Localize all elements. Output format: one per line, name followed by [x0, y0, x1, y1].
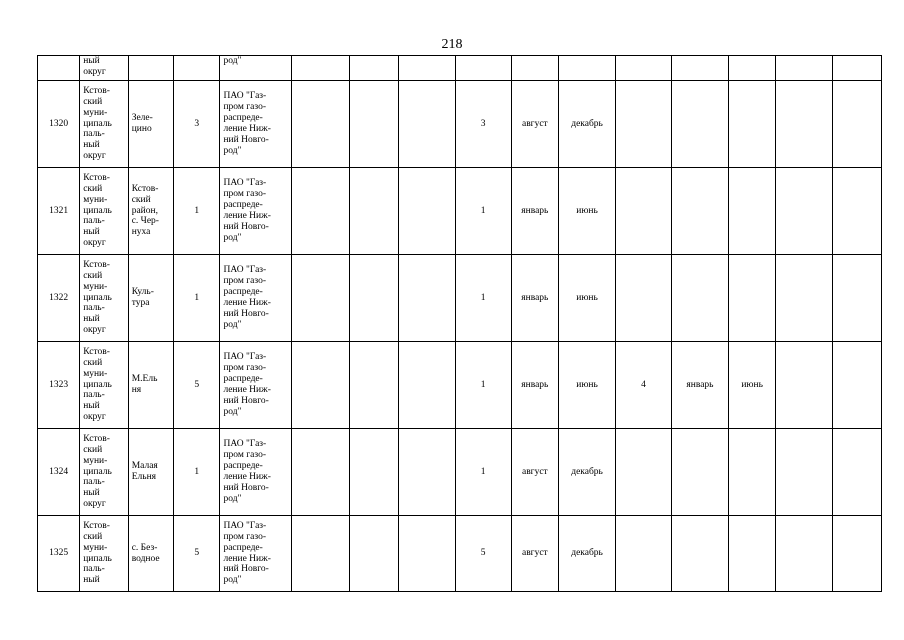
- cell-location: Зеле- цино: [128, 81, 173, 168]
- cell-qty2: 1: [455, 255, 511, 342]
- cell-empty: [350, 56, 399, 81]
- cell-qty2: 5: [455, 516, 511, 592]
- cell-empty: [398, 516, 455, 592]
- cell-empty: [398, 81, 455, 168]
- cell-district: Кстов- ский муни- ципаль паль- ный: [80, 516, 129, 592]
- cell-num: 1325: [38, 516, 80, 592]
- cell-empty: [833, 342, 882, 429]
- cell-qty2: 1: [455, 429, 511, 516]
- cell-qty: [174, 56, 220, 81]
- cell-num: 1322: [38, 255, 80, 342]
- cell-qty3: 4: [616, 342, 672, 429]
- cell-empty: [398, 342, 455, 429]
- cell-qty3: [616, 81, 672, 168]
- cell-empty: [559, 56, 616, 81]
- cell-empty: [776, 429, 833, 516]
- cell-start-month: август: [511, 429, 558, 516]
- cell-end-month: июнь: [559, 342, 616, 429]
- cell-empty: [833, 168, 882, 255]
- cell-start-month-2: [671, 255, 728, 342]
- cell-end-month: июнь: [559, 168, 616, 255]
- cell-org: ПАО "Газ- пром газо- распреде- ление Ниж- ний Новго- род": [220, 81, 292, 168]
- table-row: [38, 255, 882, 342]
- cell-empty: [398, 168, 455, 255]
- cell-org: ПАО "Газ- пром газо- распреде- ление Ниж- ний Новго- род": [220, 168, 292, 255]
- cell-district: Кстов- ский муни- ципаль паль- ный округ: [80, 255, 129, 342]
- cell-num: 1320: [38, 81, 80, 168]
- table-row: [38, 516, 882, 592]
- cell-empty: [833, 81, 882, 168]
- cell-end-month-2: [728, 168, 775, 255]
- cell-num: 1321: [38, 168, 80, 255]
- cell-qty3: [616, 429, 672, 516]
- cell-empty: [350, 429, 399, 516]
- table-row: [38, 81, 882, 168]
- cell-empty: [776, 342, 833, 429]
- cell-qty: 5: [174, 342, 220, 429]
- cell-district: Кстов- ский муни- ципаль паль- ный округ: [80, 168, 129, 255]
- cell-district: ный округ: [80, 56, 129, 81]
- cell-start-month: январь: [511, 168, 558, 255]
- cell-end-month-2: [728, 255, 775, 342]
- cell-location: Куль- тура: [128, 255, 173, 342]
- cell-start-month-2: [671, 429, 728, 516]
- cell-empty: [292, 429, 350, 516]
- cell-org: род": [220, 56, 292, 81]
- cell-empty: [398, 56, 455, 81]
- cell-num: [38, 56, 80, 81]
- cell-num: 1323: [38, 342, 80, 429]
- cell-org: ПАО "Газ- пром газо- распреде- ление Ниж- ний Новго- род": [220, 255, 292, 342]
- cell-qty3: [616, 168, 672, 255]
- cell-district: Кстов- ский муни- ципаль паль- ный округ: [80, 342, 129, 429]
- cell-qty: 1: [174, 255, 220, 342]
- cell-start-month-2: [671, 168, 728, 255]
- page-number: 218: [441, 37, 463, 52]
- cell-empty: [292, 56, 350, 81]
- cell-empty: [292, 168, 350, 255]
- cell-start-month-2: [671, 516, 728, 592]
- cell-qty: 1: [174, 168, 220, 255]
- cell-num: 1324: [38, 429, 80, 516]
- cell-empty: [292, 516, 350, 592]
- data-table: [37, 55, 882, 592]
- cell-empty: [833, 255, 882, 342]
- cell-qty3: [616, 516, 672, 592]
- cell-empty: [776, 255, 833, 342]
- cell-empty: [833, 56, 882, 81]
- continuation-row: [38, 56, 882, 81]
- cell-end-month: июнь: [559, 255, 616, 342]
- cell-start-month: август: [511, 516, 558, 592]
- cell-district: Кстов- ский муни- ципаль паль- ный округ: [80, 81, 129, 168]
- cell-end-month: декабрь: [559, 81, 616, 168]
- cell-empty: [776, 56, 833, 81]
- cell-end-month-2: [728, 81, 775, 168]
- cell-empty: [833, 429, 882, 516]
- cell-qty2: 1: [455, 168, 511, 255]
- cell-location: Кстов- ский район, с. Чер- нуха: [128, 168, 173, 255]
- cell-district: Кстов- ский муни- ципаль паль- ный округ: [80, 429, 129, 516]
- cell-end-month: декабрь: [559, 516, 616, 592]
- cell-start-month: январь: [511, 342, 558, 429]
- cell-org: ПАО "Газ- пром газо- распреде- ление Ниж- ний Новго- род": [220, 516, 292, 592]
- cell-empty: [455, 56, 511, 81]
- cell-start-month: январь: [511, 255, 558, 342]
- cell-qty2: 1: [455, 342, 511, 429]
- cell-qty: 1: [174, 429, 220, 516]
- cell-start-month-2: [671, 81, 728, 168]
- cell-empty: [398, 429, 455, 516]
- cell-qty: 5: [174, 516, 220, 592]
- cell-end-month: декабрь: [559, 429, 616, 516]
- cell-qty: 3: [174, 81, 220, 168]
- cell-empty: [833, 516, 882, 592]
- table-row: [38, 168, 882, 255]
- cell-empty: [671, 56, 728, 81]
- cell-empty: [398, 255, 455, 342]
- cell-empty: [350, 516, 399, 592]
- cell-start-month-2: январь: [671, 342, 728, 429]
- table-row: [38, 342, 882, 429]
- cell-location: Малая Ельня: [128, 429, 173, 516]
- cell-org: ПАО "Газ- пром газо- распреде- ление Ниж- ний Новго- род": [220, 342, 292, 429]
- cell-start-month: август: [511, 81, 558, 168]
- cell-end-month-2: июнь: [728, 342, 775, 429]
- cell-empty: [292, 81, 350, 168]
- cell-empty: [350, 168, 399, 255]
- cell-empty: [776, 516, 833, 592]
- cell-end-month-2: [728, 516, 775, 592]
- cell-qty2: 3: [455, 81, 511, 168]
- cell-location: М.Ель ня: [128, 342, 173, 429]
- cell-empty: [292, 255, 350, 342]
- cell-location: с. Без- водное: [128, 516, 173, 592]
- cell-empty: [511, 56, 558, 81]
- cell-empty: [728, 56, 775, 81]
- cell-qty3: [616, 255, 672, 342]
- cell-end-month-2: [728, 429, 775, 516]
- cell-empty: [350, 255, 399, 342]
- table-row: [38, 429, 882, 516]
- cell-empty: [776, 81, 833, 168]
- cell-empty: [616, 56, 672, 81]
- cell-empty: [292, 342, 350, 429]
- cell-empty: [776, 168, 833, 255]
- cell-empty: [350, 342, 399, 429]
- cell-location: [128, 56, 173, 81]
- cell-org: ПАО "Газ- пром газо- распреде- ление Ниж- ний Новго- род": [220, 429, 292, 516]
- cell-empty: [350, 81, 399, 168]
